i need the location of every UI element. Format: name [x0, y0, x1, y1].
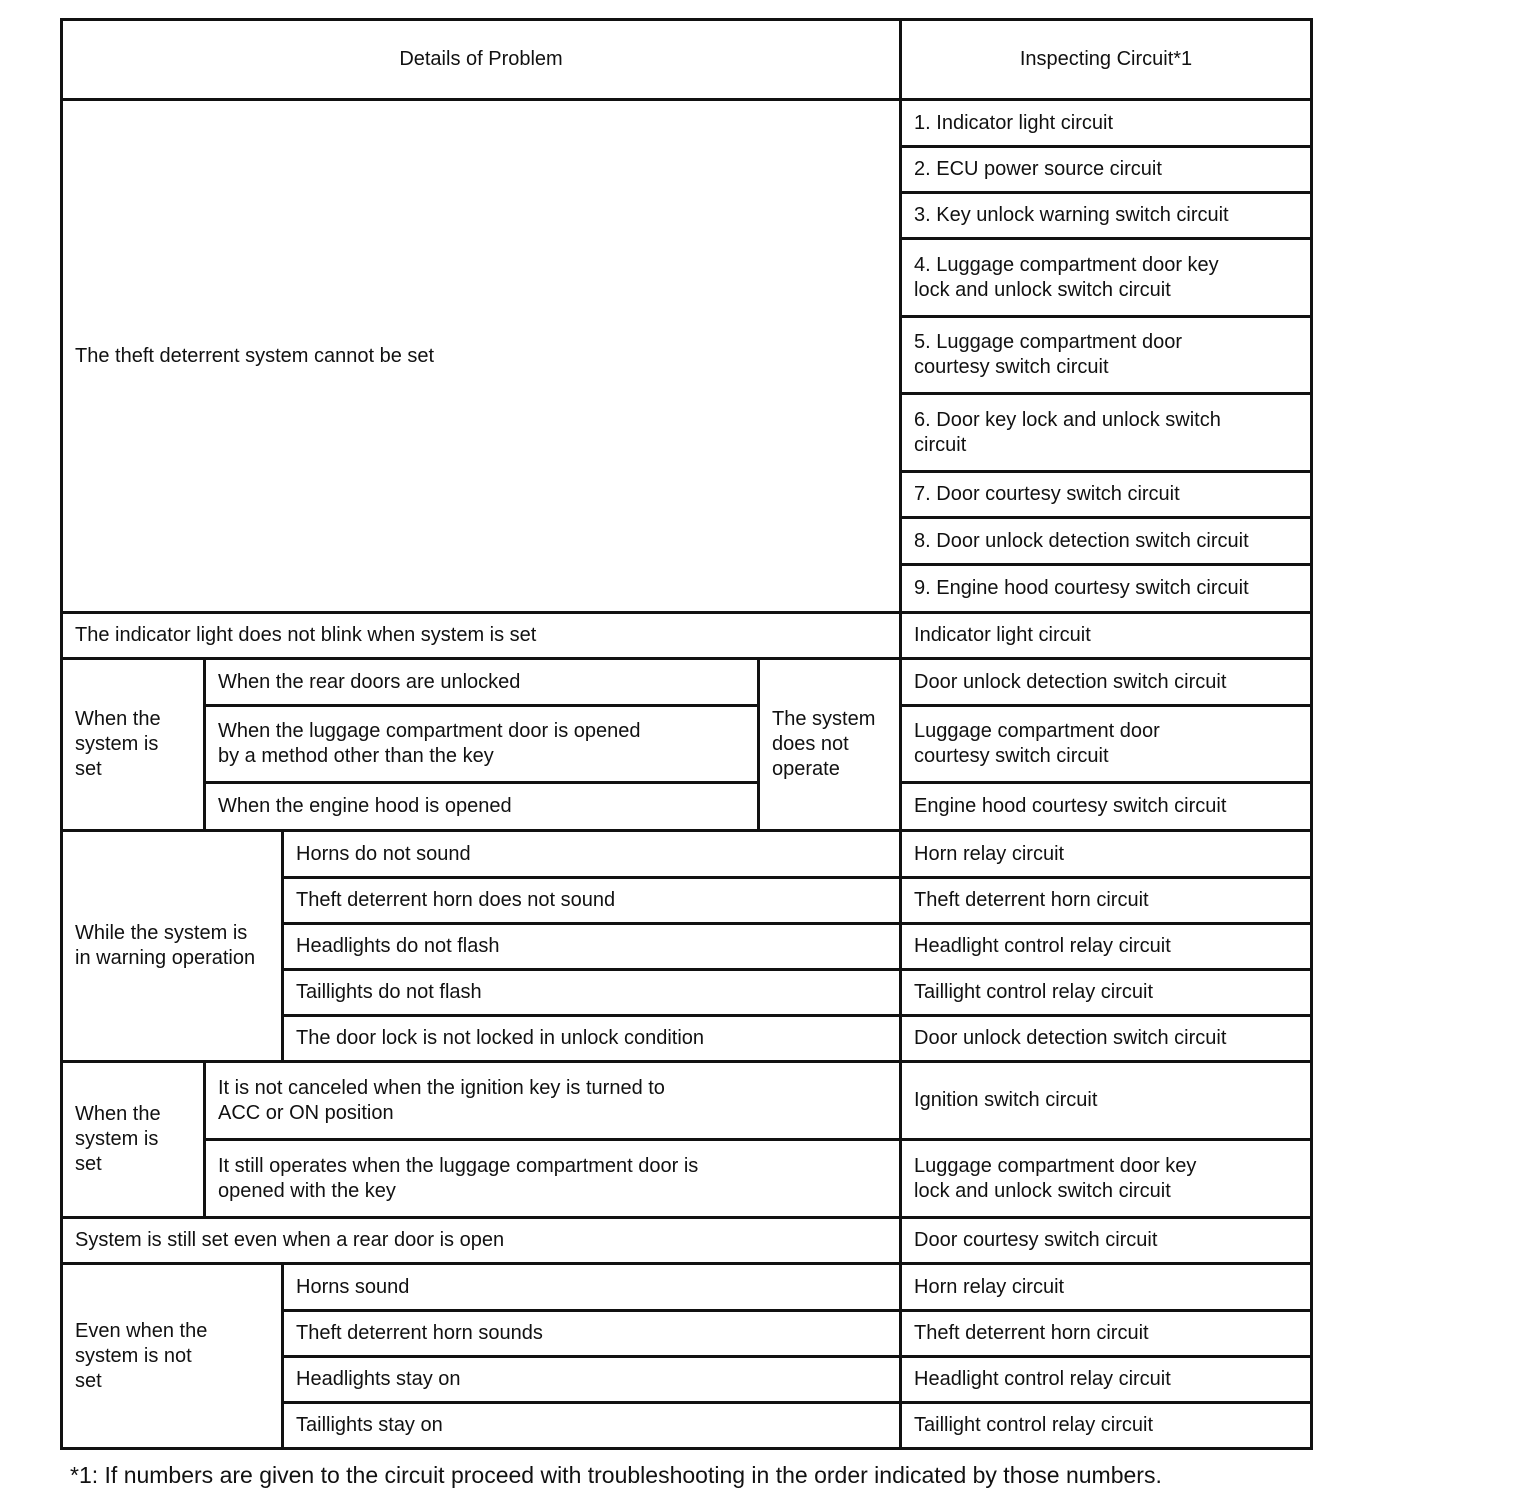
detail-cell: When the rear doors are unlocked [205, 659, 759, 706]
troubleshooting-table [60, 18, 1313, 1450]
table-row [62, 100, 1312, 147]
circuit-header: Inspecting Circuit*1 [901, 20, 1312, 100]
footnote: *1: If numbers are given to the circuit proceed with troubleshooting in the order indicated by those numbers. [70, 1462, 1162, 1488]
table-row [62, 613, 1312, 659]
details-header: Details of Problem [62, 20, 901, 100]
circuit-cell: Horn relay circuit [901, 1264, 1312, 1311]
problem-cell: The theft deterrent system cannot be set [62, 100, 901, 613]
problem-cell: The indicator light does not blink when system is set [62, 613, 901, 659]
circuit-cell: Horn relay circuit [901, 831, 1312, 878]
circuit-cell: 1. Indicator light circuit [901, 100, 1312, 147]
circuit-cell: Luggage compartment door courtesy switch circuit [901, 706, 1312, 783]
circuit-cell: 9. Engine hood courtesy switch circuit [901, 565, 1312, 613]
condition-cell: Even when the system is not set [62, 1264, 283, 1449]
problem-cell: System is still set even when a rear door is open [62, 1218, 901, 1264]
detail-cell: Taillights do not flash [283, 970, 901, 1016]
circuit-cell: Taillight control relay circuit [901, 1403, 1312, 1449]
circuit-cell: Ignition switch circuit [901, 1062, 1312, 1140]
detail-cell: When the luggage compartment door is opened by a method other than the key [205, 706, 759, 783]
condition-cell: When the system is set [62, 1062, 205, 1218]
table-row [62, 1264, 1312, 1311]
circuit-cell: 7. Door courtesy switch circuit [901, 472, 1312, 518]
circuit-cell: Theft deterrent horn circuit [901, 1311, 1312, 1357]
table-row [62, 783, 1312, 831]
result-cell: The system does not operate [759, 659, 901, 831]
detail-cell: It still operates when the luggage compartment door is opened with the key [205, 1140, 901, 1218]
circuit-cell: Indicator light circuit [901, 613, 1312, 659]
circuit-cell: 2. ECU power source circuit [901, 147, 1312, 193]
detail-cell: Theft deterrent horn sounds [283, 1311, 901, 1357]
circuit-cell: 4. Luggage compartment door key lock and unlock switch circuit [901, 239, 1312, 317]
table-row [62, 659, 1312, 706]
circuit-cell: Door unlock detection switch circuit [901, 1016, 1312, 1062]
detail-cell: Theft deterrent horn does not sound [283, 878, 901, 924]
detail-cell: Headlights stay on [283, 1357, 901, 1403]
header-row [62, 20, 1312, 100]
condition-cell: When the system is set [62, 659, 205, 831]
circuit-cell: Headlight control relay circuit [901, 1357, 1312, 1403]
detail-cell: When the engine hood is opened [205, 783, 759, 831]
circuit-cell: 6. Door key lock and unlock switch circuit [901, 394, 1312, 472]
detail-cell: Horns do not sound [283, 831, 901, 878]
circuit-cell: 5. Luggage compartment door courtesy switch circuit [901, 317, 1312, 394]
circuit-cell: 3. Key unlock warning switch circuit [901, 193, 1312, 239]
detail-cell: Headlights do not flash [283, 924, 901, 970]
detail-cell: Taillights stay on [283, 1403, 901, 1449]
detail-cell: The door lock is not locked in unlock condition [283, 1016, 901, 1062]
detail-cell: Horns sound [283, 1264, 901, 1311]
table-row [62, 1218, 1312, 1264]
detail-cell: It is not canceled when the ignition key is turned to ACC or ON position [205, 1062, 901, 1140]
circuit-cell: Luggage compartment door key lock and unlock switch circuit [901, 1140, 1312, 1218]
circuit-cell: Theft deterrent horn circuit [901, 878, 1312, 924]
table-row [62, 706, 1312, 783]
circuit-cell: Headlight control relay circuit [901, 924, 1312, 970]
circuit-cell: Taillight control relay circuit [901, 970, 1312, 1016]
table-row [62, 1062, 1312, 1140]
circuit-cell: Engine hood courtesy switch circuit [901, 783, 1312, 831]
circuit-cell: Door unlock detection switch circuit [901, 659, 1312, 706]
table-row [62, 831, 1312, 878]
condition-cell: While the system is in warning operation [62, 831, 283, 1062]
circuit-cell: 8. Door unlock detection switch circuit [901, 518, 1312, 565]
circuit-cell: Door courtesy switch circuit [901, 1218, 1312, 1264]
table-row [62, 1140, 1312, 1218]
